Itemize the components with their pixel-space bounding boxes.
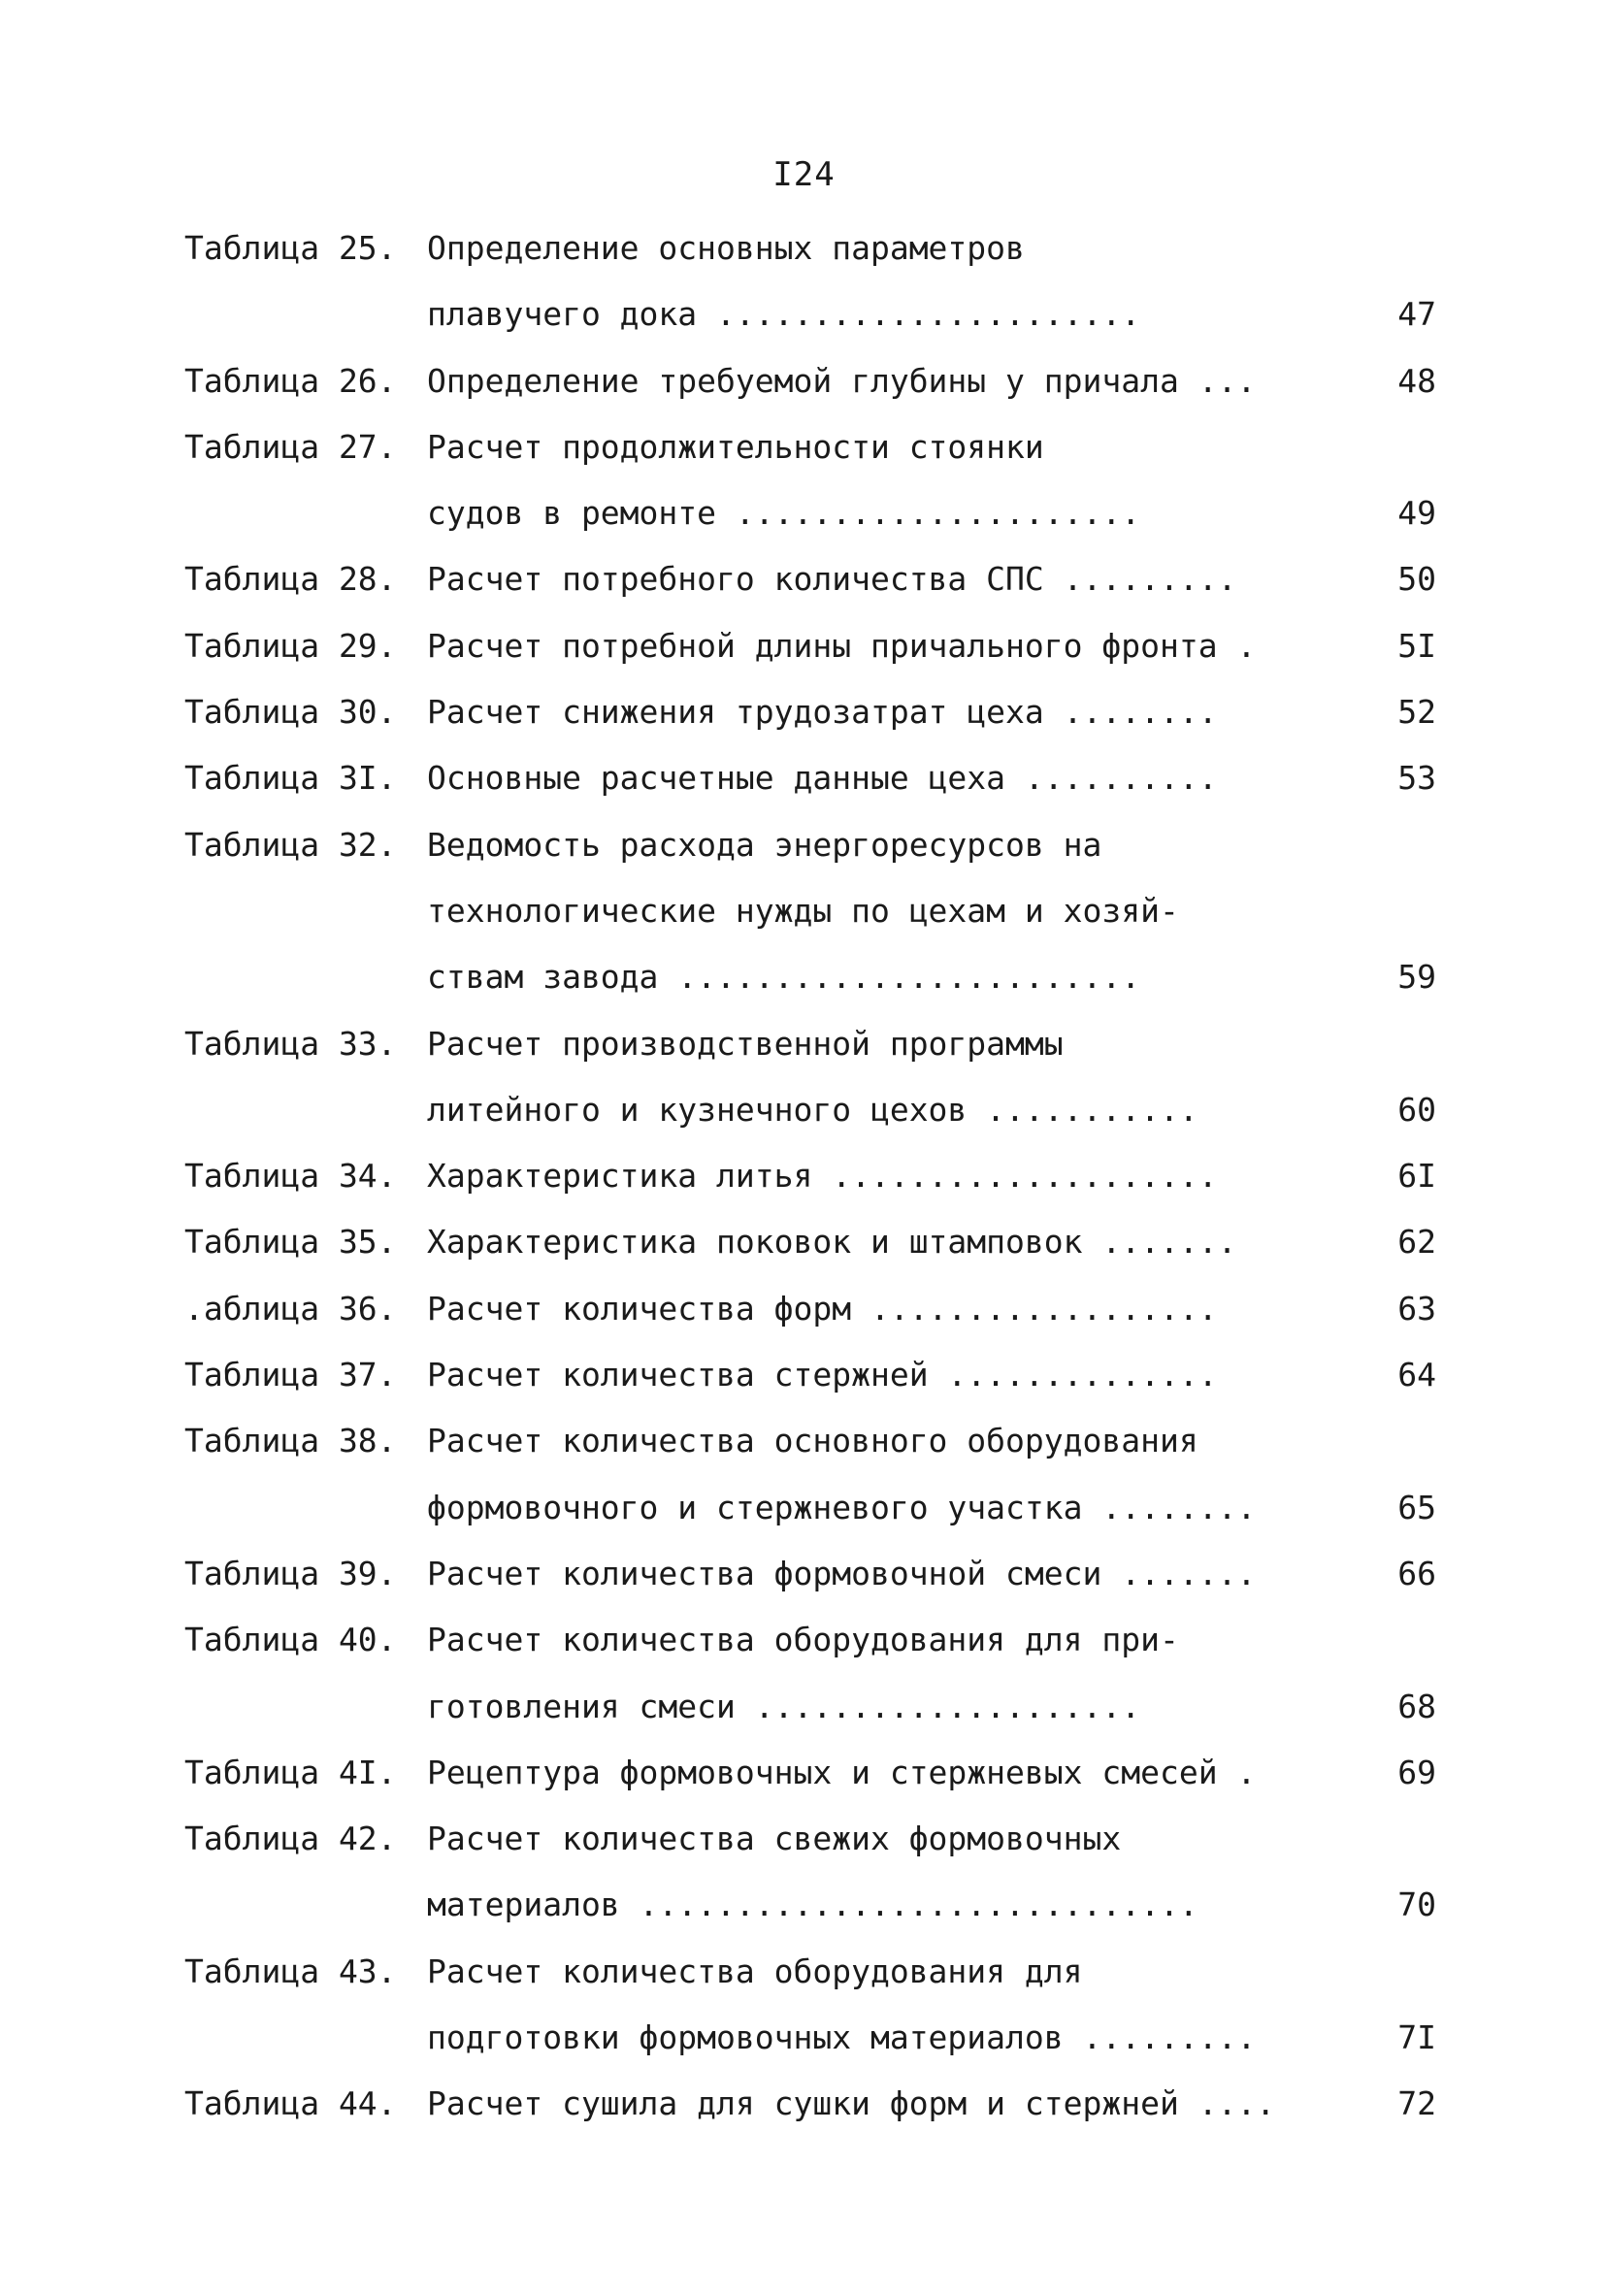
toc-row-title: Расчет потребного количества СПС ......... <box>427 560 1237 599</box>
toc-row <box>0 1806 1608 1872</box>
toc-row <box>0 1143 1608 1209</box>
toc-row-title: Расчет производственной программы <box>427 1024 1064 1063</box>
toc-row-page: 69 <box>1397 1753 1436 1791</box>
toc-row-label: Таблица 30. <box>184 693 397 732</box>
toc-row <box>0 944 1608 1010</box>
toc-row <box>0 679 1608 745</box>
toc-row-title: подготовки формовочных материалов ......... <box>427 2018 1257 2057</box>
toc-row-page: 65 <box>1397 1488 1436 1526</box>
toc-row <box>0 1077 1608 1143</box>
toc-row-page: 52 <box>1397 693 1436 732</box>
toc-row <box>0 281 1608 347</box>
toc-row-page: 47 <box>1397 295 1436 334</box>
toc-row-label: Таблица 25. <box>184 229 397 267</box>
toc-row <box>0 2071 1608 2137</box>
toc-row-label: Таблица 26. <box>184 361 397 400</box>
toc-row-title: Расчет количества стержней .............. <box>427 1356 1218 1394</box>
toc-row <box>0 1011 1608 1077</box>
toc-row <box>0 2005 1608 2071</box>
toc-row-title: Ведомость расхода энергоресурсов на <box>427 825 1102 864</box>
toc-row <box>0 878 1608 944</box>
toc-row-page: 64 <box>1397 1356 1436 1394</box>
toc-row <box>0 1939 1608 2005</box>
toc-row <box>0 546 1608 612</box>
toc-row <box>0 1276 1608 1342</box>
toc-row-title: ствам завода ........................ <box>427 958 1141 997</box>
toc-row <box>0 1541 1608 1607</box>
page-number: I24 <box>772 155 836 194</box>
toc-row-label: Таблица 42. <box>184 1820 397 1858</box>
toc-row-label: Таблица 37. <box>184 1356 397 1394</box>
toc-row-title: плавучего дока ...................... <box>427 295 1141 334</box>
toc-row-title: Расчет количества основного оборудования <box>427 1422 1198 1460</box>
toc-row-page: 59 <box>1397 958 1436 997</box>
toc-row-page: 68 <box>1397 1687 1436 1725</box>
toc-row-title: Рецептура формовочных и стержневых смесей . <box>427 1753 1257 1791</box>
toc-row-label: Таблица 32. <box>184 825 397 864</box>
toc-row-label: Таблица 40. <box>184 1621 397 1659</box>
toc-row-label: Таблица 3I. <box>184 759 397 798</box>
toc-row-title: Расчет количества форм .................. <box>427 1289 1218 1328</box>
toc-row-title: Определение требуемой глубины у причала ... <box>427 361 1257 400</box>
toc-row-label: Таблица 39. <box>184 1554 397 1592</box>
toc-row-page: 49 <box>1397 494 1436 533</box>
toc-row-label: Таблица 33. <box>184 1024 397 1063</box>
toc-row-label: .аблица 36. <box>184 1289 397 1328</box>
toc-row-page: 66 <box>1397 1554 1436 1592</box>
toc-row-title: Расчет продолжительности стоянки <box>427 427 1044 466</box>
toc-row-label: Таблица 27. <box>184 427 397 466</box>
toc-row-page: 72 <box>1397 2084 1436 2123</box>
toc-row-page: 6I <box>1397 1157 1436 1196</box>
toc-row-page: 60 <box>1397 1090 1436 1129</box>
toc-row-label: Таблица 38. <box>184 1422 397 1460</box>
toc-row-page: 70 <box>1397 1886 1436 1924</box>
toc-row <box>0 480 1608 546</box>
toc-row-title: Характеристика поковок и штамповок ....... <box>427 1223 1237 1262</box>
toc-row <box>0 1740 1608 1806</box>
toc-row-title: Расчет количества свежих формовочных <box>427 1820 1122 1858</box>
toc-row-title: Расчет сушила для сушки форм и стержней .... <box>427 2084 1276 2123</box>
toc-row-label: Таблица 44. <box>184 2084 397 2123</box>
toc-row <box>0 1674 1608 1740</box>
toc-row-title: материалов ............................. <box>427 1886 1198 1924</box>
toc-row <box>0 613 1608 679</box>
toc-row <box>0 1408 1608 1474</box>
toc-row-label: Таблица 34. <box>184 1157 397 1196</box>
toc-row-page: 53 <box>1397 759 1436 798</box>
toc-row-title: технологические нужды по цехам и хозяй- <box>427 891 1179 930</box>
toc-row-title: формовочного и стержневого участка ........ <box>427 1488 1257 1526</box>
toc-row-label: Таблица 4I. <box>184 1753 397 1791</box>
toc-row <box>0 1475 1608 1541</box>
toc-row-title: Расчет количества формовочной смеси ....... <box>427 1554 1257 1592</box>
toc-row-title: литейного и кузнечного цехов ........... <box>427 1090 1198 1129</box>
toc-row-title: Расчет количества оборудования для <box>427 1952 1083 1990</box>
toc-row-page: 62 <box>1397 1223 1436 1262</box>
toc-row <box>0 1607 1608 1673</box>
toc-row <box>0 1342 1608 1408</box>
toc-row-title: Расчет снижения трудозатрат цеха ........ <box>427 693 1218 732</box>
toc-row-title: готовления смеси .................... <box>427 1687 1141 1725</box>
toc-row-page: 5I <box>1397 626 1436 665</box>
toc-row-label: Таблица 35. <box>184 1223 397 1262</box>
toc-row-page: 63 <box>1397 1289 1436 1328</box>
toc-row-title: Расчет количества оборудования для при- <box>427 1621 1179 1659</box>
toc-row-title: судов в ремонте ..................... <box>427 494 1141 533</box>
toc-row <box>0 812 1608 878</box>
toc-row <box>0 414 1608 480</box>
toc-row-title: Характеристика литья .................... <box>427 1157 1218 1196</box>
toc-row <box>0 215 1608 281</box>
toc-row <box>0 745 1608 811</box>
toc-row-title: Определение основных параметров <box>427 229 1025 267</box>
toc-row-title: Основные расчетные данные цеха .......... <box>427 759 1218 798</box>
toc-row <box>0 1872 1608 1938</box>
toc-row-label: Таблица 43. <box>184 1952 397 1990</box>
toc-row <box>0 1209 1608 1275</box>
toc-row-page: 7I <box>1397 2018 1436 2057</box>
toc-row-page: 48 <box>1397 361 1436 400</box>
toc-row-title: Расчет потребной длины причального фронта . <box>427 626 1257 665</box>
toc-row <box>0 348 1608 414</box>
table-of-contents <box>0 215 1608 2138</box>
toc-row-page: 50 <box>1397 560 1436 599</box>
toc-row-label: Таблица 28. <box>184 560 397 599</box>
toc-row-label: Таблица 29. <box>184 626 397 665</box>
